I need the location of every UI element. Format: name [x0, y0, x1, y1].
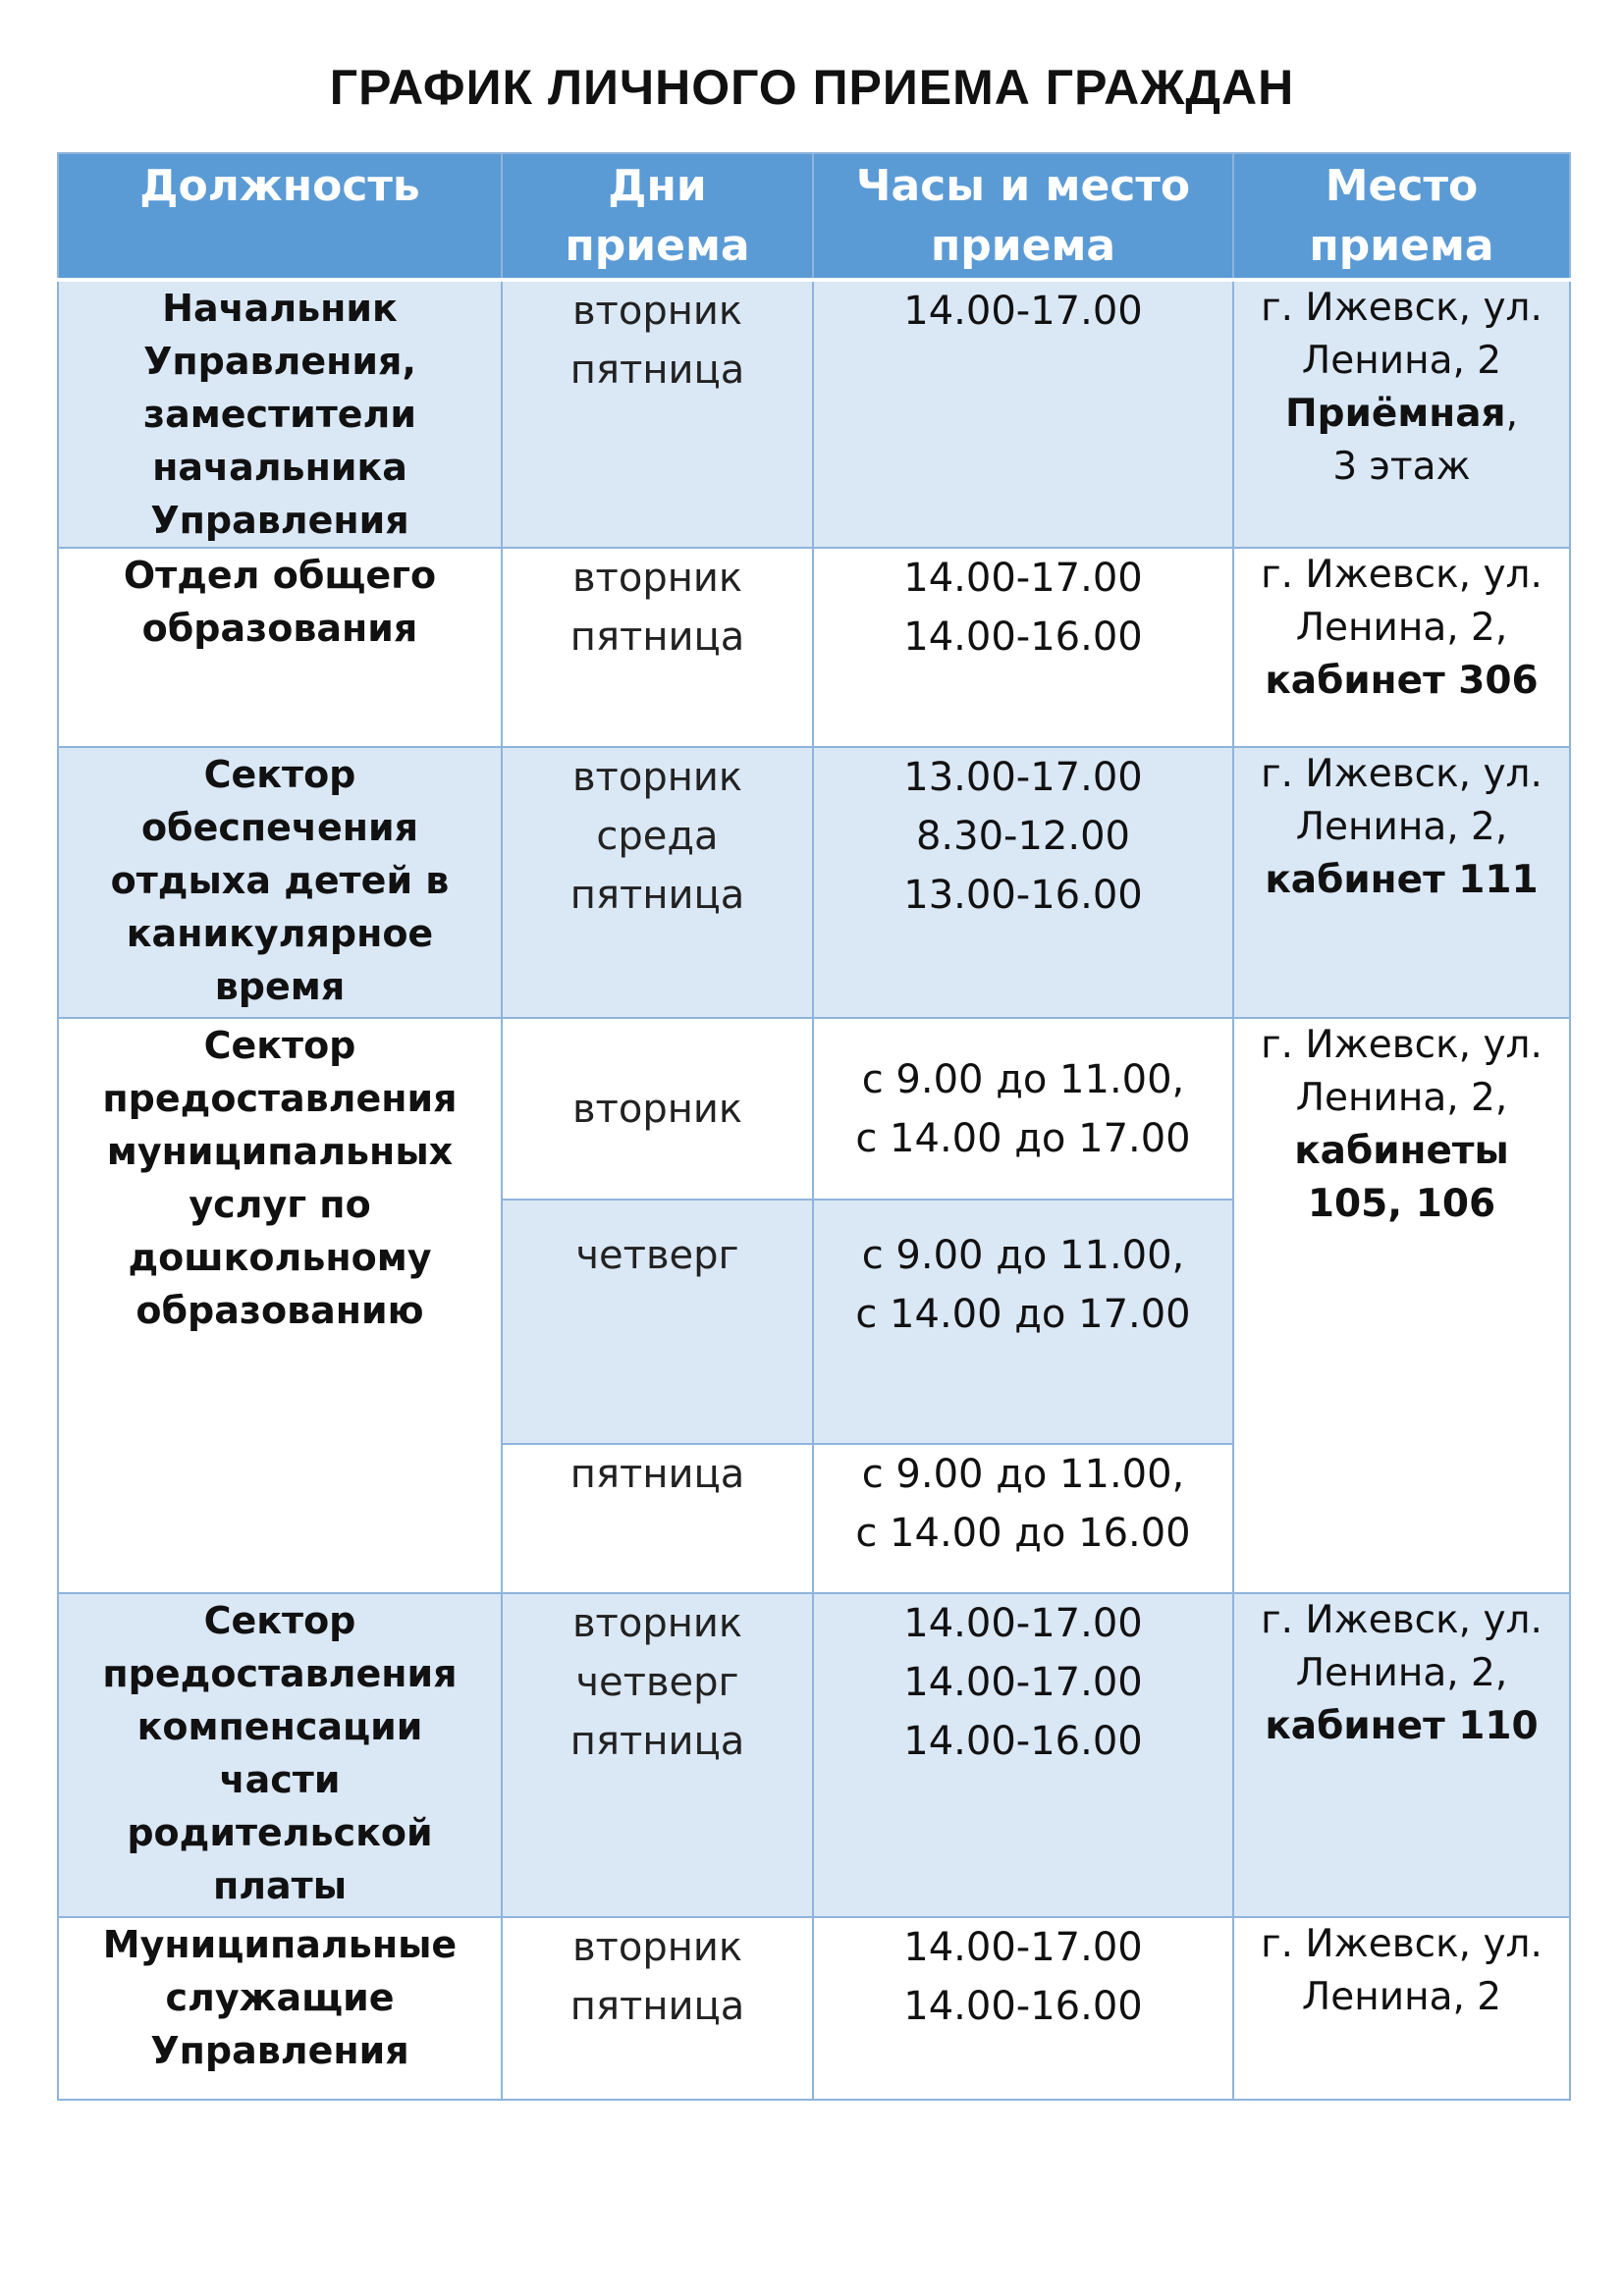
reception-schedule-table: [57, 152, 1571, 2101]
days-cell: вторник: [502, 1018, 813, 1200]
days-cell: вторник четверг пятница: [502, 1593, 813, 1917]
days-cell: вторник пятница: [502, 1917, 813, 2100]
table-row: [58, 548, 1570, 747]
hours-cell: 14.00-17.00 14.00-17.00 14.00-16.00: [813, 1593, 1233, 1917]
position-cell: Муниципальные служащие Управления: [58, 1917, 502, 2100]
table-header-row: [58, 153, 1570, 280]
hours-cell: с 9.00 до 11.00, с 14.00 до 16.00: [813, 1444, 1233, 1593]
header-place: Место приема: [1233, 153, 1570, 280]
position-cell: Сектор предоставления компенсации части родительской платы: [58, 1593, 502, 1917]
days-cell: вторник среда пятница: [502, 747, 813, 1018]
position-cell: Начальник Управления, заместители начальника Управления: [58, 280, 502, 548]
position-cell: Сектор обеспечения отдыха детей в каникулярное время: [58, 747, 502, 1018]
days-cell: пятница: [502, 1444, 813, 1593]
position-cell: Отдел общего образования: [58, 548, 502, 747]
place-cell: г. Ижевск, ул. Ленина, 2, кабинет 110: [1233, 1593, 1570, 1917]
table-row: [58, 280, 1570, 548]
hours-cell: с 9.00 до 11.00, с 14.00 до 17.00: [813, 1200, 1233, 1444]
table-row: [58, 1593, 1570, 1917]
page-title: ГРАФИК ЛИЧНОГО ПРИЕМА ГРАЖДАН: [329, 60, 1295, 115]
hours-cell: 14.00-17.00: [813, 280, 1233, 548]
table-row: [58, 747, 1570, 1018]
header-position: Должность: [58, 153, 502, 280]
place-cell: г. Ижевск, ул. Ленина, 2, кабинет 306: [1233, 548, 1570, 747]
days-cell: вторник пятница: [502, 280, 813, 548]
days-cell: вторник пятница: [502, 548, 813, 747]
table-row: [58, 1917, 1570, 2100]
hours-cell: 13.00-17.00 8.30-12.00 13.00-16.00: [813, 747, 1233, 1018]
place-cell: г. Ижевск, ул. Ленина, 2 Приёмная, 3 этаж: [1233, 280, 1570, 548]
days-cell: четверг: [502, 1200, 813, 1444]
place-cell: г. Ижевск, ул. Ленина, 2: [1233, 1917, 1570, 2100]
hours-cell: 14.00-17.00 14.00-16.00: [813, 1917, 1233, 2100]
header-days: Дни приема: [502, 153, 813, 280]
header-hours: Часы и место приема: [813, 153, 1233, 280]
table-row: [58, 1018, 1570, 1200]
hours-cell: 14.00-17.00 14.00-16.00: [813, 548, 1233, 747]
hours-cell: с 9.00 до 11.00, с 14.00 до 17.00: [813, 1018, 1233, 1200]
position-cell: Сектор предоставления муниципальных услуг по дошкольному образованию: [58, 1018, 502, 1593]
place-cell: г. Ижевск, ул. Ленина, 2, кабинеты 105, 106: [1233, 1018, 1570, 1593]
place-cell: г. Ижевск, ул. Ленина, 2, кабинет 111: [1233, 747, 1570, 1018]
